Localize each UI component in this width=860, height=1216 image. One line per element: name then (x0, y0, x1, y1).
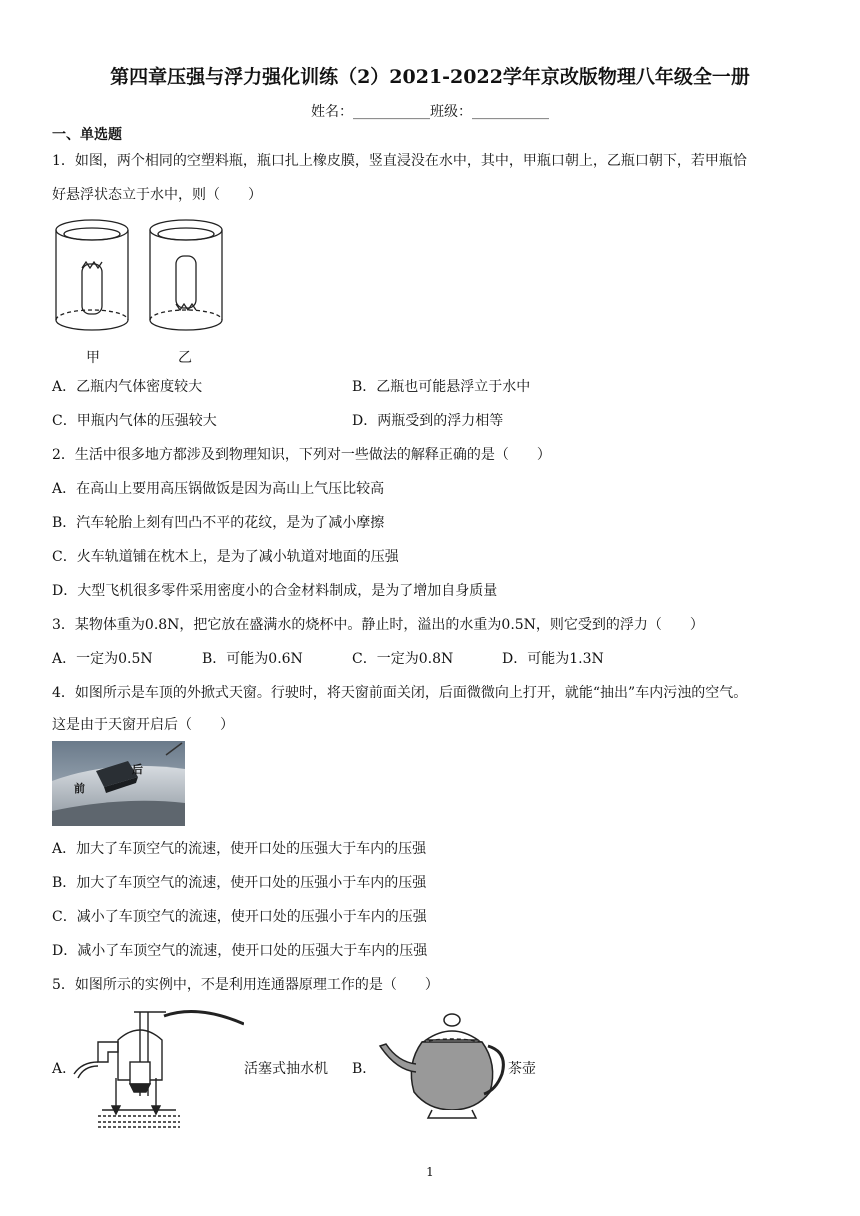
q3-option-a: A．一定为0.5N (52, 651, 153, 667)
q5-teapot-figure (376, 1010, 508, 1122)
q3-option-b: B．可能为0.6N (202, 651, 303, 667)
q3-option-c: C．一定为0.8N (352, 651, 454, 667)
q2-stem: 2．生活中很多地方都涉及到物理知识，下列对一些做法的解释正确的是（ ） (52, 447, 551, 463)
page-title: 第四章压强与浮力强化训练（2）2021-2022学年京改版物理八年级全一册 (110, 66, 750, 88)
q5-option-a-caption: 活塞式抽水机 (244, 1061, 328, 1077)
student-info-line: 姓名：___________班级：___________ (311, 104, 549, 120)
q5-option-b-letter: B． (352, 1061, 377, 1077)
q4-label-back: 后 (132, 763, 143, 776)
q1-label-jia: 甲 (86, 350, 100, 366)
q3-stem: 3．某物体重为0.8N，把它放在盛满水的烧杯中。静止时，溢出的水重为0.5N，则它受到的浮力（ ） (52, 617, 704, 633)
q1-option-a: A．乙瓶内气体密度较大 (52, 379, 203, 395)
q1-option-c: C．甲瓶内气体的压强较大 (52, 413, 217, 429)
q5-option-a-letter: A． (52, 1061, 77, 1077)
q4-label-front: 前 (74, 782, 85, 795)
q4-option-a: A．加大了车顶空气的流速，使开口处的压强大于车内的压强 (52, 841, 427, 857)
q1-stem-line2: 好悬浮状态立于水中，则（ ） (52, 187, 262, 203)
q4-option-b: B．加大了车顶空气的流速，使开口处的压强小于车内的压强 (52, 875, 427, 891)
q5-option-b-caption: 茶壶 (508, 1061, 536, 1077)
q4-sunroof-photo (52, 741, 185, 826)
q4-option-c: C．减小了车顶空气的流速，使开口处的压强小于车内的压强 (52, 909, 427, 925)
q1-stem-line1: 1．如图，两个相同的空塑料瓶，瓶口扎上橡皮膜，竖直浸没在水中，其中，甲瓶口朝上，乙瓶口朝下，若甲瓶恰 (52, 153, 747, 169)
q5-piston-pump-figure (68, 1000, 244, 1130)
page-number: 1 (426, 1165, 434, 1179)
q2-option-a: A．在高山上要用高压锅做饭是因为高山上气压比较高 (52, 481, 385, 497)
q1-option-b: B．乙瓶也可能悬浮立于水中 (352, 379, 531, 395)
q1-bottles-figure (52, 212, 232, 367)
q4-option-d: D．减小了车顶空气的流速，使开口处的压强大于车内的压强 (52, 943, 428, 959)
q4-stem-line1: 4．如图所示是车顶的外掀式天窗。行驶时，将天窗前面关闭，后面微微向上打开，就能“抽出”车内污浊的空气。 (52, 685, 748, 701)
q2-option-b: B．汽车轮胎上刻有凹凸不平的花纹，是为了减小摩擦 (52, 515, 385, 531)
q1-option-d: D．两瓶受到的浮力相等 (352, 413, 504, 429)
q2-option-d: D．大型飞机很多零件采用密度小的合金材料制成，是为了增加自身质量 (52, 583, 498, 599)
q3-option-d: D．可能为1.3N (502, 651, 604, 667)
q5-stem: 5．如图所示的实例中，不是利用连通器原理工作的是（ ） (52, 977, 439, 993)
q2-option-c: C．火车轨道铺在枕木上，是为了减小轨道对地面的压强 (52, 549, 399, 565)
q4-stem-line2: 这是由于天窗开启后（ ） (52, 717, 234, 733)
q1-label-yi: 乙 (178, 350, 192, 366)
section-heading: 一、单选题 (52, 127, 122, 143)
